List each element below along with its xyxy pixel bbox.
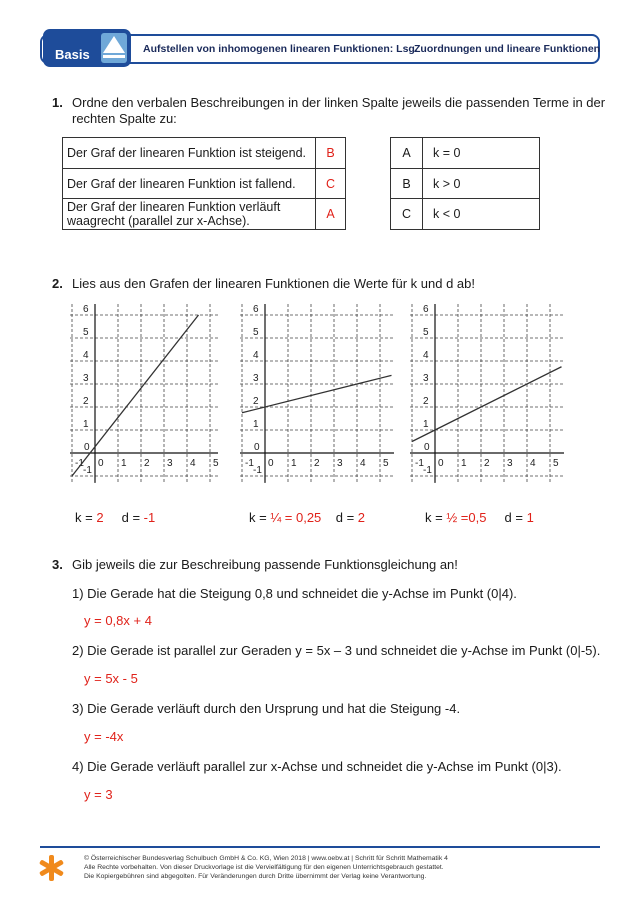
table-row xyxy=(391,138,540,169)
k-label: k = xyxy=(75,510,97,525)
description-cell xyxy=(63,199,316,230)
footer-line: © Österreichischer Bundesverlag Schulbuch GmbH & Co. KG, Wien 2018 | www.oebv.at | Schritt für Schritt Mathematik 4 xyxy=(84,855,448,862)
x-tick-label: 4 xyxy=(530,458,536,469)
task1-text-line2: rechten Spalte zu: xyxy=(72,111,177,126)
x-tick-label: 4 xyxy=(360,458,366,469)
y-tick-label: 4 xyxy=(423,350,429,361)
table-row xyxy=(391,199,540,230)
answer-cell: B xyxy=(316,138,346,169)
y-tick-label: 6 xyxy=(83,304,89,315)
task3-answer: y = 5x - 5 xyxy=(84,671,138,686)
y-tick-label: 4 xyxy=(253,350,259,361)
y-tick-label: 4 xyxy=(83,350,89,361)
y-tick-label: 6 xyxy=(253,304,259,315)
x-tick-label: 2 xyxy=(314,458,320,469)
worksheet-title: Aufstellen von inhomogenen linearen Funktionen: Lsg. xyxy=(143,43,418,55)
x-tick-label: 1 xyxy=(291,458,297,469)
x-tick-label: 3 xyxy=(167,458,173,469)
x-tick-label: 2 xyxy=(144,458,150,469)
task3-answer: y = 0,8x + 4 xyxy=(84,613,152,628)
table-row xyxy=(63,199,346,230)
y-tick-label: 3 xyxy=(423,373,429,384)
task3-question: 2) Die Gerade ist parallel zur Geraden y = 5x – 3 und schneidet die y-Achse im Punkt (0|-5). xyxy=(72,643,601,658)
terms-table xyxy=(390,137,540,230)
term-letter: A xyxy=(391,138,423,169)
term-value: k > 0 xyxy=(423,169,540,199)
task2-number: 2. xyxy=(52,276,63,291)
task2-text: Lies aus den Grafen der linearen Funktionen die Werte für k und d ab! xyxy=(72,276,476,291)
logo-label: Basis xyxy=(55,47,90,62)
x-tick-label: 5 xyxy=(213,458,219,469)
x-tick-label: 4 xyxy=(190,458,196,469)
description-line: Der Graf der linearen Funktion verläuft xyxy=(67,200,281,214)
footer-line: Die Kopiergebühren sind abgegolten. Für Veränderungen durch Dritte übernimmt der Verlag keine Verantwortung. xyxy=(84,873,427,880)
y-tick-label: 1 xyxy=(83,419,89,430)
k-value: ¼ = 0,25 xyxy=(270,510,322,525)
table-row xyxy=(63,138,346,169)
descriptions-table xyxy=(62,137,346,230)
x-tick-label: 1 xyxy=(121,458,127,469)
description-cell: Der Graf der linearen Funktion ist steigend. xyxy=(63,138,316,169)
task3-question: 4) Die Gerade verläuft parallel zur x-Achse und schneidet die y-Achse im Punkt (0|3). xyxy=(72,759,562,774)
task3-answer: y = -4x xyxy=(84,729,124,744)
x-tick-label: 0 xyxy=(438,458,444,469)
graph3-answer xyxy=(425,510,534,525)
x-tick-label: 2 xyxy=(484,458,490,469)
x-tick-label: 5 xyxy=(383,458,389,469)
answer-cell: C xyxy=(316,169,346,199)
x-tick-label: 0 xyxy=(98,458,104,469)
term-value: k = 0 xyxy=(423,138,540,169)
d-label: d = xyxy=(121,510,144,525)
y-tick-label: 0 xyxy=(84,442,90,453)
term-value: k < 0 xyxy=(423,199,540,230)
k-value: 2 xyxy=(96,510,104,525)
y-tick-label: 0 xyxy=(254,442,260,453)
answer-cell: A xyxy=(316,199,346,230)
footer-divider xyxy=(40,846,600,848)
x-tick-label: 3 xyxy=(507,458,513,469)
task3-question: 3) Die Gerade verläuft durch den Ursprung und hat die Steigung -4. xyxy=(72,701,461,716)
d-value: -1 xyxy=(143,510,156,525)
y-tick-label: 2 xyxy=(423,396,429,407)
footer-line: Alle Rechte vorbehalten. Von dieser Druckvorlage ist die Vervielfältigung für den eigenen Unterrichtsgebrauch gestattet. xyxy=(84,864,444,871)
table-row xyxy=(63,169,346,199)
task1-text-line1: Ordne den verbalen Beschreibungen in der linken Spalte jeweils die passenden Terme in der xyxy=(72,95,606,110)
y-tick-label: 5 xyxy=(253,327,259,338)
footer-copyright xyxy=(84,854,448,881)
task3-number: 3. xyxy=(52,557,63,572)
y-tick-label: 1 xyxy=(253,419,259,430)
worksheet-topic: Zuordnungen und lineare Funktionen xyxy=(414,43,601,55)
y-tick-label: 5 xyxy=(83,327,89,338)
description-cell: Der Graf der linearen Funktion ist fallend. xyxy=(63,169,316,199)
y-tick-label: 0 xyxy=(424,442,430,453)
y-tick-label: 2 xyxy=(253,396,259,407)
k-value: ½ =0,5 xyxy=(446,510,487,525)
y-tick-label: 6 xyxy=(423,304,429,315)
y-tick-label: 3 xyxy=(253,373,259,384)
y-tick-label: -1 xyxy=(423,465,432,476)
function-line xyxy=(72,315,199,476)
graph-3 xyxy=(408,300,566,488)
x-tick-label: -1 xyxy=(245,458,254,469)
y-tick-label: 5 xyxy=(423,327,429,338)
task1-number: 1. xyxy=(52,95,63,110)
d-value: 1 xyxy=(526,510,534,525)
task3-answer: y = 3 xyxy=(84,787,113,802)
x-tick-label: -1 xyxy=(415,458,424,469)
y-tick-label: 2 xyxy=(83,396,89,407)
graph-1 xyxy=(68,300,220,488)
task3-text: Gib jeweils die zur Beschreibung passende Funktionsgleichung an! xyxy=(72,557,458,572)
k-label: k = xyxy=(425,510,447,525)
d-value: 2 xyxy=(357,510,366,525)
publisher-star-icon xyxy=(38,853,64,883)
k-label: k = xyxy=(249,510,271,525)
d-label: d = xyxy=(335,510,358,525)
description-line: waagrecht (parallel zur x-Achse). xyxy=(67,214,250,228)
graph1-answer xyxy=(75,510,155,525)
term-letter: C xyxy=(391,199,423,230)
table-row xyxy=(391,169,540,199)
x-tick-label: -1 xyxy=(75,458,84,469)
graph-2 xyxy=(238,300,396,488)
y-tick-label: 3 xyxy=(83,373,89,384)
term-letter: B xyxy=(391,169,423,199)
x-tick-label: 5 xyxy=(553,458,559,469)
x-tick-label: 3 xyxy=(337,458,343,469)
y-tick-label: 1 xyxy=(423,419,429,430)
x-tick-label: 1 xyxy=(461,458,467,469)
graph2-answer xyxy=(249,510,365,525)
y-tick-label: -1 xyxy=(83,465,92,476)
d-label: d = xyxy=(504,510,527,525)
x-tick-label: 0 xyxy=(268,458,274,469)
y-tick-label: -1 xyxy=(253,465,262,476)
task3-question: 1) Die Gerade hat die Steigung 0,8 und schneidet die y-Achse im Punkt (0|4). xyxy=(72,586,517,601)
